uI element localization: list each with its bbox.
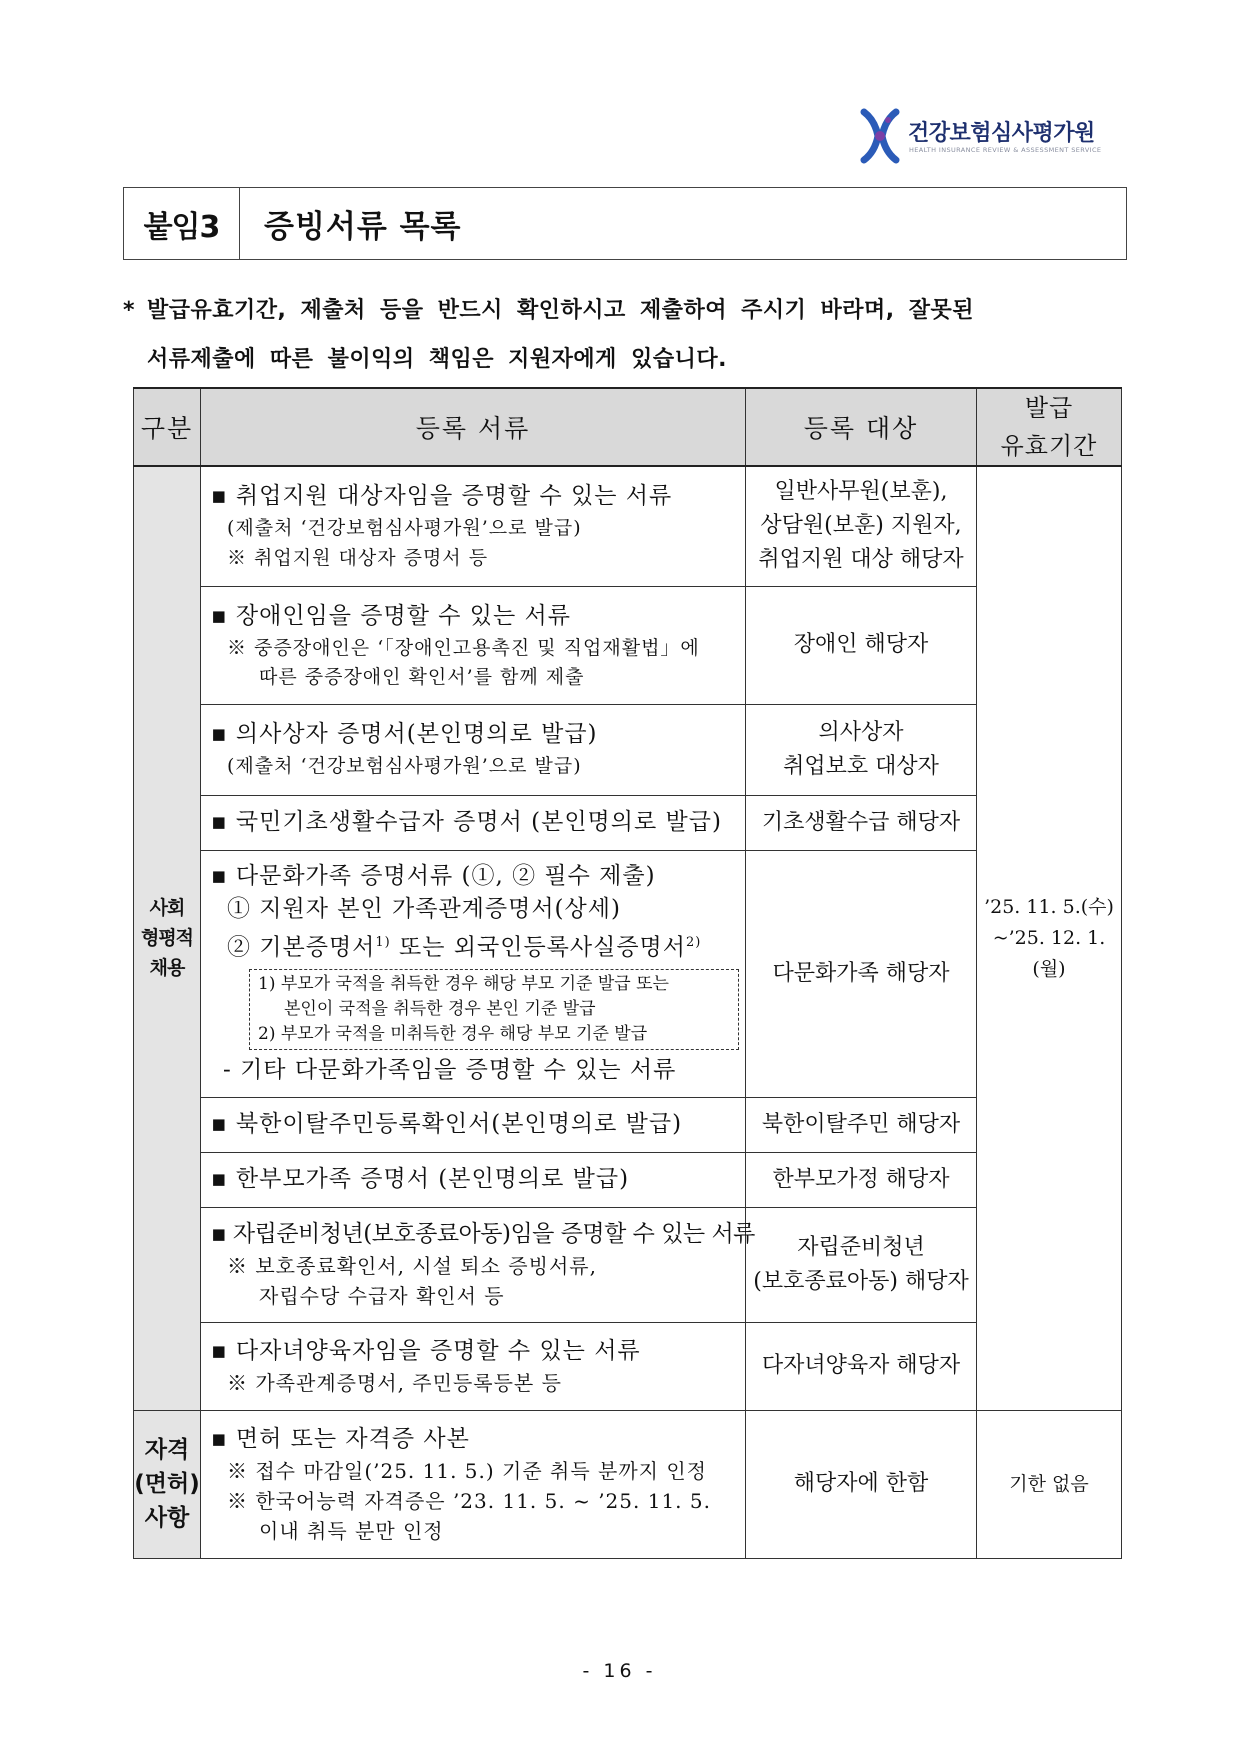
doc-line: ※ 보호종료확인서, 시설 퇴소 증빙서류, — [227, 1254, 597, 1278]
doc-cell — [201, 795, 746, 850]
doc-line: ▪ 의사상자 증명서(본인명의로 발급) — [211, 721, 598, 747]
category-line: 사회 — [149, 897, 185, 920]
org-logo — [858, 108, 1118, 164]
table-row — [134, 586, 1122, 704]
doc-cell — [201, 1410, 746, 1558]
category-line: 형평적 — [140, 927, 194, 950]
target-line: 한부모가정 해당자 — [772, 1166, 950, 1192]
table-row — [134, 795, 1122, 850]
doc-line: ※ 가족관계증명서, 주민등록등본 등 — [227, 1370, 562, 1395]
attachment-tag: 붙임3 — [124, 188, 240, 259]
header-period-line-2: 유효기간 — [1000, 432, 1098, 460]
category-social-equity — [134, 466, 201, 1410]
category-line: (면허) — [134, 1471, 200, 1497]
header-target: 등록 대상 — [746, 388, 977, 466]
target-cell — [746, 704, 977, 795]
notice-star: * — [123, 298, 136, 323]
table-row — [134, 1152, 1122, 1207]
category-line: 채용 — [149, 957, 185, 980]
target-line: 다문화가족 해당자 — [772, 960, 950, 986]
notice-line-1: 발급유효기간, 제출처 등을 반드시 확인하시고 제출하여 주시기 바라며, 잘못된 — [147, 298, 975, 323]
doc-line — [211, 926, 739, 965]
title-box — [123, 187, 1127, 260]
footnote-ref: 2) — [686, 935, 702, 951]
target-line: 의사상자 — [818, 719, 904, 745]
target-line: 기초생활수급 해당자 — [761, 809, 961, 835]
target-cell — [746, 466, 977, 586]
doc-line: (제출처 ‘건강보험심사평가원’으로 발급) — [227, 516, 582, 539]
table-row — [134, 1207, 1122, 1322]
period-cell — [977, 466, 1122, 1410]
header-period-line-1: 발급 — [1024, 394, 1074, 422]
table-row — [134, 1097, 1122, 1152]
footnote-box — [249, 969, 739, 1050]
table-row — [134, 466, 1122, 586]
header-period — [977, 388, 1122, 466]
documents-table — [133, 387, 1122, 1559]
target-line: 북한이탈주민 해당자 — [761, 1111, 961, 1137]
notice-line-2: 서류제출에 따른 불이익의 책임은 지원자에게 있습니다. — [147, 347, 727, 372]
doc-text: ② 기본증명서 — [227, 934, 376, 961]
doc-line: ▪ 장애인임을 증명할 수 있는 서류 — [211, 602, 571, 629]
footnote-line: 1) 부모가 국적을 취득한 경우 해당 부모 기준 발급 또는 — [258, 973, 669, 994]
target-cell: 해당자에 한함 — [746, 1410, 977, 1558]
category-qualification — [134, 1410, 201, 1558]
target-cell — [746, 1152, 977, 1207]
category-line: 사항 — [144, 1505, 190, 1531]
target-line: 취업지원 대상 해당자 — [758, 547, 964, 573]
doc-line: 자립수당 수급자 확인서 등 — [259, 1284, 505, 1308]
target-line: 일반사무원(보훈), — [774, 479, 948, 505]
doc-text: 또는 외국인등록사실증명서 — [390, 934, 686, 961]
target-line: 장애인 해당자 — [793, 632, 929, 657]
org-name: 건강보험심사평가원 — [908, 121, 1095, 146]
target-line: 취업보호 대상자 — [783, 753, 939, 779]
footnote-line: 2) 부모가 국적을 미취득한 경우 해당 부모 기준 발급 — [258, 1023, 648, 1044]
target-cell — [746, 1322, 977, 1410]
doc-cell — [201, 1152, 746, 1207]
table-header-row — [134, 388, 1122, 466]
period-line-2: ~’25. 12. 1.(월) — [992, 926, 1106, 980]
table-row — [134, 1322, 1122, 1410]
page-number: - 16 - — [582, 1660, 657, 1682]
header-category: 구분 — [134, 388, 201, 466]
category-line: 자격 — [144, 1437, 190, 1463]
org-logo-mark — [858, 108, 902, 164]
doc-line: ※ 취업지원 대상자 증명서 등 — [227, 546, 489, 569]
doc-line: ▪ 면허 또는 자격증 사본 — [211, 1425, 470, 1452]
doc-line: 따른 중증장애인 확인서’를 함께 제출 — [259, 665, 585, 688]
target-cell — [746, 1207, 977, 1322]
doc-line: (제출처 ‘건강보험심사평가원’으로 발급) — [227, 755, 582, 777]
doc-line: ※ 중증장애인은 ‘「장애인고용촉진 및 직업재활법」에 — [227, 636, 700, 659]
target-cell — [746, 795, 977, 850]
doc-line: - 기타 다문화가족임을 증명할 수 있는 서류 — [223, 1056, 677, 1083]
doc-cell — [201, 1097, 746, 1152]
doc-line: ▪ 다자녀양육자임을 증명할 수 있는 서류 — [211, 1337, 641, 1364]
doc-line: ▪ 다문화가족 증명서류 (①, ② 필수 제출) — [211, 863, 656, 890]
doc-line: ▪ 한부모가족 증명서 (본인명의로 발급) — [211, 1166, 630, 1192]
target-cell — [746, 586, 977, 704]
doc-line: ※ 한국어능력 자격증은 ’23. 11. 5. ~ ’25. 11. 5. — [227, 1488, 711, 1513]
target-cell — [746, 1097, 977, 1152]
doc-line: ① 지원자 본인 가족관계증명서(상세) — [227, 896, 621, 923]
page-title: 증빙서류 목록 — [264, 209, 462, 245]
doc-line: 이내 취득 분만 인정 — [259, 1518, 444, 1543]
target-line: (보호종료아동) 해당자 — [753, 1268, 969, 1294]
footnote-line: 본인이 국적을 취득한 경우 본인 기준 발급 — [284, 998, 596, 1019]
doc-line: ▪ 북한이탈주민등록확인서(본인명의로 발급) — [211, 1111, 683, 1137]
doc-line: ▪ 국민기초생활수급자 증명서 (본인명의로 발급) — [211, 809, 722, 835]
table-row — [134, 850, 1122, 1097]
doc-line: ※ 접수 마감일(’25. 11. 5.) 기준 취득 분까지 인정 — [227, 1458, 707, 1483]
target-line: 다자녀양육자 해당자 — [761, 1353, 961, 1378]
org-subtitle: HEALTH INSURANCE REVIEW & ASSESSMENT SERVICE — [909, 146, 1102, 154]
doc-cell — [201, 1207, 755, 1322]
footnote-ref: 1) — [375, 935, 391, 951]
period-line-1: ’25. 11. 5.(수) — [984, 895, 1114, 918]
doc-cell — [201, 466, 746, 586]
doc-line: ▪ 취업지원 대상자임을 증명할 수 있는 서류 — [211, 482, 673, 509]
table-row — [134, 704, 1122, 795]
target-line: 상담원(보훈) 지원자, — [760, 513, 962, 539]
period-cell: 기한 없음 — [977, 1410, 1122, 1558]
doc-line: ▪ 자립준비청년(보호종료아동)임을 증명할 수 있는 서류 — [211, 1221, 755, 1247]
table-row — [134, 1410, 1122, 1558]
doc-cell — [201, 586, 746, 704]
target-line: 자립준비청년 — [797, 1234, 925, 1260]
doc-cell — [201, 1322, 746, 1410]
doc-cell — [201, 704, 746, 795]
target-cell — [746, 850, 977, 1097]
header-documents: 등록 서류 — [201, 388, 746, 466]
doc-cell — [201, 850, 746, 1097]
